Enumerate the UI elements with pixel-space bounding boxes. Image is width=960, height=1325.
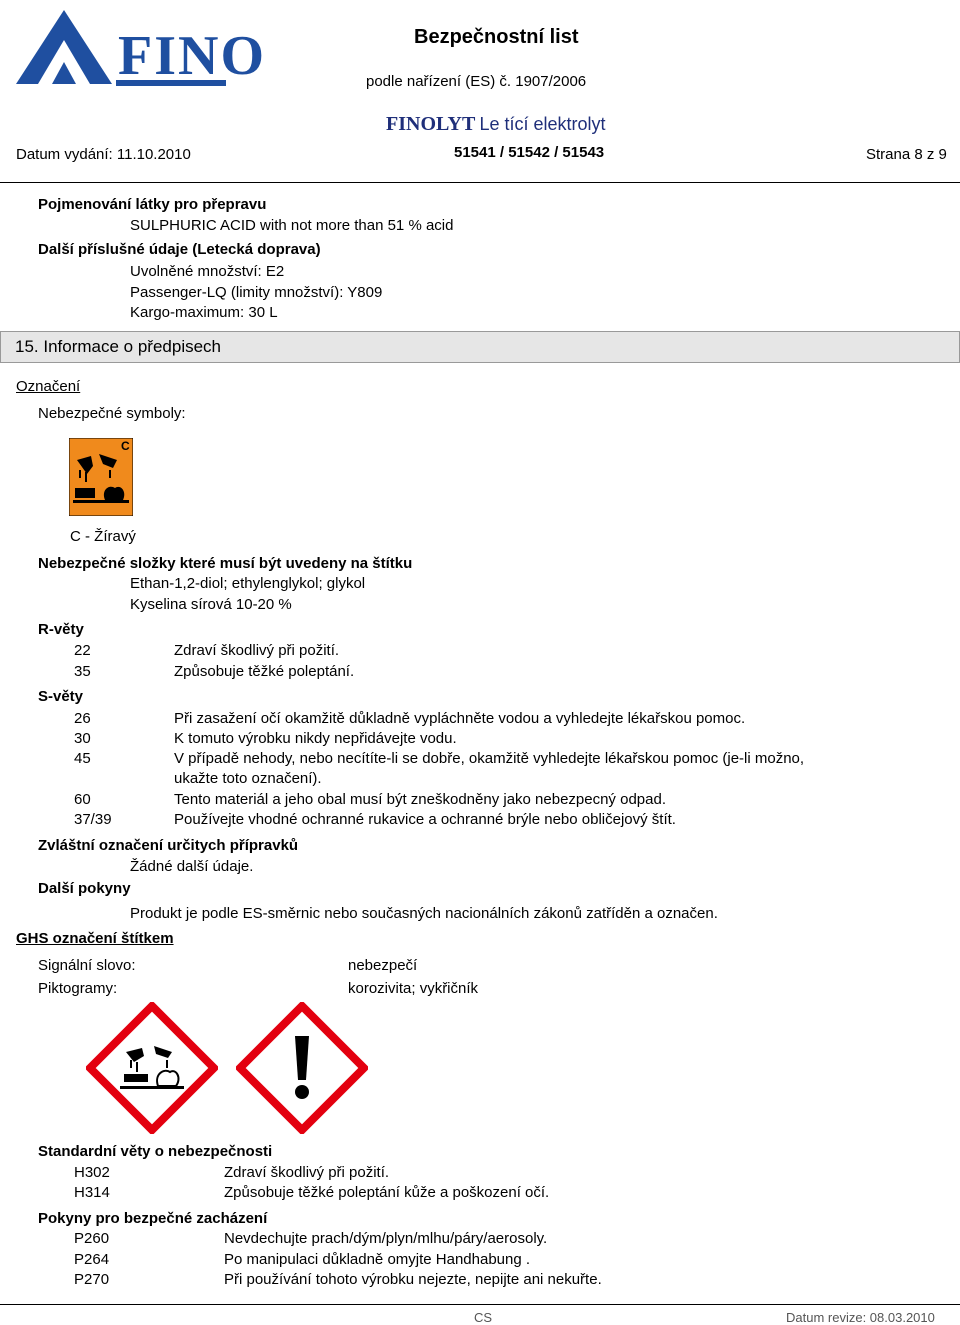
r-phrase-code: 35 (74, 663, 91, 680)
company-logo (8, 2, 266, 92)
issue-date: Datum vydání: 11.10.2010 (16, 146, 191, 163)
further-info-label: Další pokyny (38, 880, 131, 897)
section-heading: 15. Informace o předpisech (15, 337, 222, 356)
s-phrases-label: S-věty (38, 688, 84, 705)
s-phrase-text: V případě nehody, nebo necítíte-li se dobře, okamžitě vyhledejte lékařskou pomoc (je-li možno, (174, 750, 805, 767)
p-phrase-text: Po manipulaci důkladně omyjte Handhabung . (224, 1251, 531, 1268)
page-number: Strana 8 z 9 (866, 146, 947, 163)
component-item: Kyselina sírová 10-20 % (130, 596, 292, 613)
s-phrase-code: 60 (74, 791, 91, 808)
special-labeling-label: Zvláštní označení určitych přípravků (38, 837, 299, 854)
air-transport-label: Další příslušné údaje (Letecká doprava) (38, 241, 321, 258)
logo-text: FINO (118, 25, 266, 87)
p-phrase-code: P260 (74, 1230, 110, 1247)
pictograms-value: korozivita; vykřičník (348, 980, 479, 997)
s-phrase-text: Tento materiál a jeho obal musí být zneškodněny jako nebezpecný odpad. (174, 791, 666, 808)
p-phrase-text: Nevdechujte prach/dým/plyn/mlhu/páry/aerosoly. (224, 1230, 548, 1247)
shipping-name: SULPHURIC ACID with not more than 51 % acid (130, 217, 454, 234)
component-item: Ethan-1,2-diol; ethylenglykol; glykol (130, 575, 366, 592)
r-phrases-label: R-věty (38, 621, 84, 638)
air-line: Uvolněné množství: E2 (130, 263, 285, 280)
ghs-exclamation-icon (236, 1002, 368, 1134)
s-phrase-text: K tomuto výrobku nikdy nepřidávejte vodu. (174, 730, 457, 747)
s-phrase-code: 37/39 (74, 811, 112, 828)
h-phrase-code: H314 (74, 1184, 110, 1201)
footer-divider (0, 1304, 960, 1305)
symbol-caption: C - Žíravý (70, 528, 136, 545)
labeling-heading: Označení (16, 378, 81, 395)
revision-date: Datum revize: 08.03.2010 (786, 1310, 935, 1325)
header-divider (0, 182, 960, 183)
symbol-letter: C (121, 439, 130, 453)
p-phrase-text: Při používání tohoto výrobku nejezte, nepijte ani nekuřte. (224, 1271, 602, 1288)
corrosive-symbol-icon (69, 438, 133, 516)
hazard-components-label: Nebezpečné složky které musí být uvedeny na štítku (38, 555, 413, 572)
product-codes: 51541 / 51542 / 51543 (454, 144, 605, 161)
s-phrase-text: Používejte vhodné ochranné rukavice a ochranné brýle nebo obličejový štít. (174, 811, 676, 828)
regulation-text: podle nařízení (ES) č. 1907/2006 (366, 73, 587, 90)
h-phrase-text: Způsobuje těžké poleptání kůže a poškození očí. (224, 1184, 550, 1201)
hazard-statements-label: Standardní věty o nebezpečnosti (38, 1143, 273, 1160)
p-phrase-code: P264 (74, 1251, 110, 1268)
ghs-corrosion-icon (86, 1002, 218, 1134)
air-line: Passenger-LQ (limity množství): Y809 (130, 284, 383, 301)
further-info-text: Produkt je podle ES-směrnic nebo současných nacionálních zákonů zatříděn a označen. (130, 905, 718, 922)
s-phrase-text-continued: ukažte toto označení). (174, 770, 322, 787)
r-phrase-text: Zdraví škodlivý při požití. (174, 642, 340, 659)
h-phrase-code: H302 (74, 1164, 110, 1181)
precautionary-label: Pokyny pro bezpečné zacházení (38, 1210, 268, 1227)
product-label: Le tící elektrolyt (479, 114, 606, 134)
product-name (386, 113, 606, 136)
section-heading-bar (0, 331, 960, 363)
brand-name: FINOLYT (386, 113, 476, 135)
footer-language: CS (474, 1310, 493, 1325)
shipping-name-label: Pojmenování látky pro přepravu (38, 196, 267, 213)
s-phrase-text: Při zasažení očí okamžitě důkladně vypláchněte vodou a vyhledejte lékařskou pomoc. (174, 710, 746, 727)
r-phrase-text: Způsobuje těžké poleptání. (174, 663, 355, 680)
document-title: Bezpečnostní list (414, 26, 579, 48)
signal-word-label: Signální slovo: (38, 957, 136, 974)
air-line: Kargo-maximum: 30 L (130, 304, 278, 321)
hazard-symbols-label: Nebezpečné symboly: (38, 405, 186, 422)
pictograms-label: Piktogramy: (38, 980, 118, 997)
s-phrase-code: 45 (74, 750, 91, 767)
special-labeling-text: Žádné další údaje. (130, 858, 254, 875)
ghs-heading: GHS označení štítkem (16, 930, 174, 947)
p-phrase-code: P270 (74, 1271, 110, 1288)
s-phrase-code: 26 (74, 710, 91, 727)
s-phrase-code: 30 (74, 730, 91, 747)
r-phrase-code: 22 (74, 642, 91, 659)
h-phrase-text: Zdraví škodlivý při požití. (224, 1164, 390, 1181)
signal-word-value: nebezpečí (348, 957, 418, 974)
